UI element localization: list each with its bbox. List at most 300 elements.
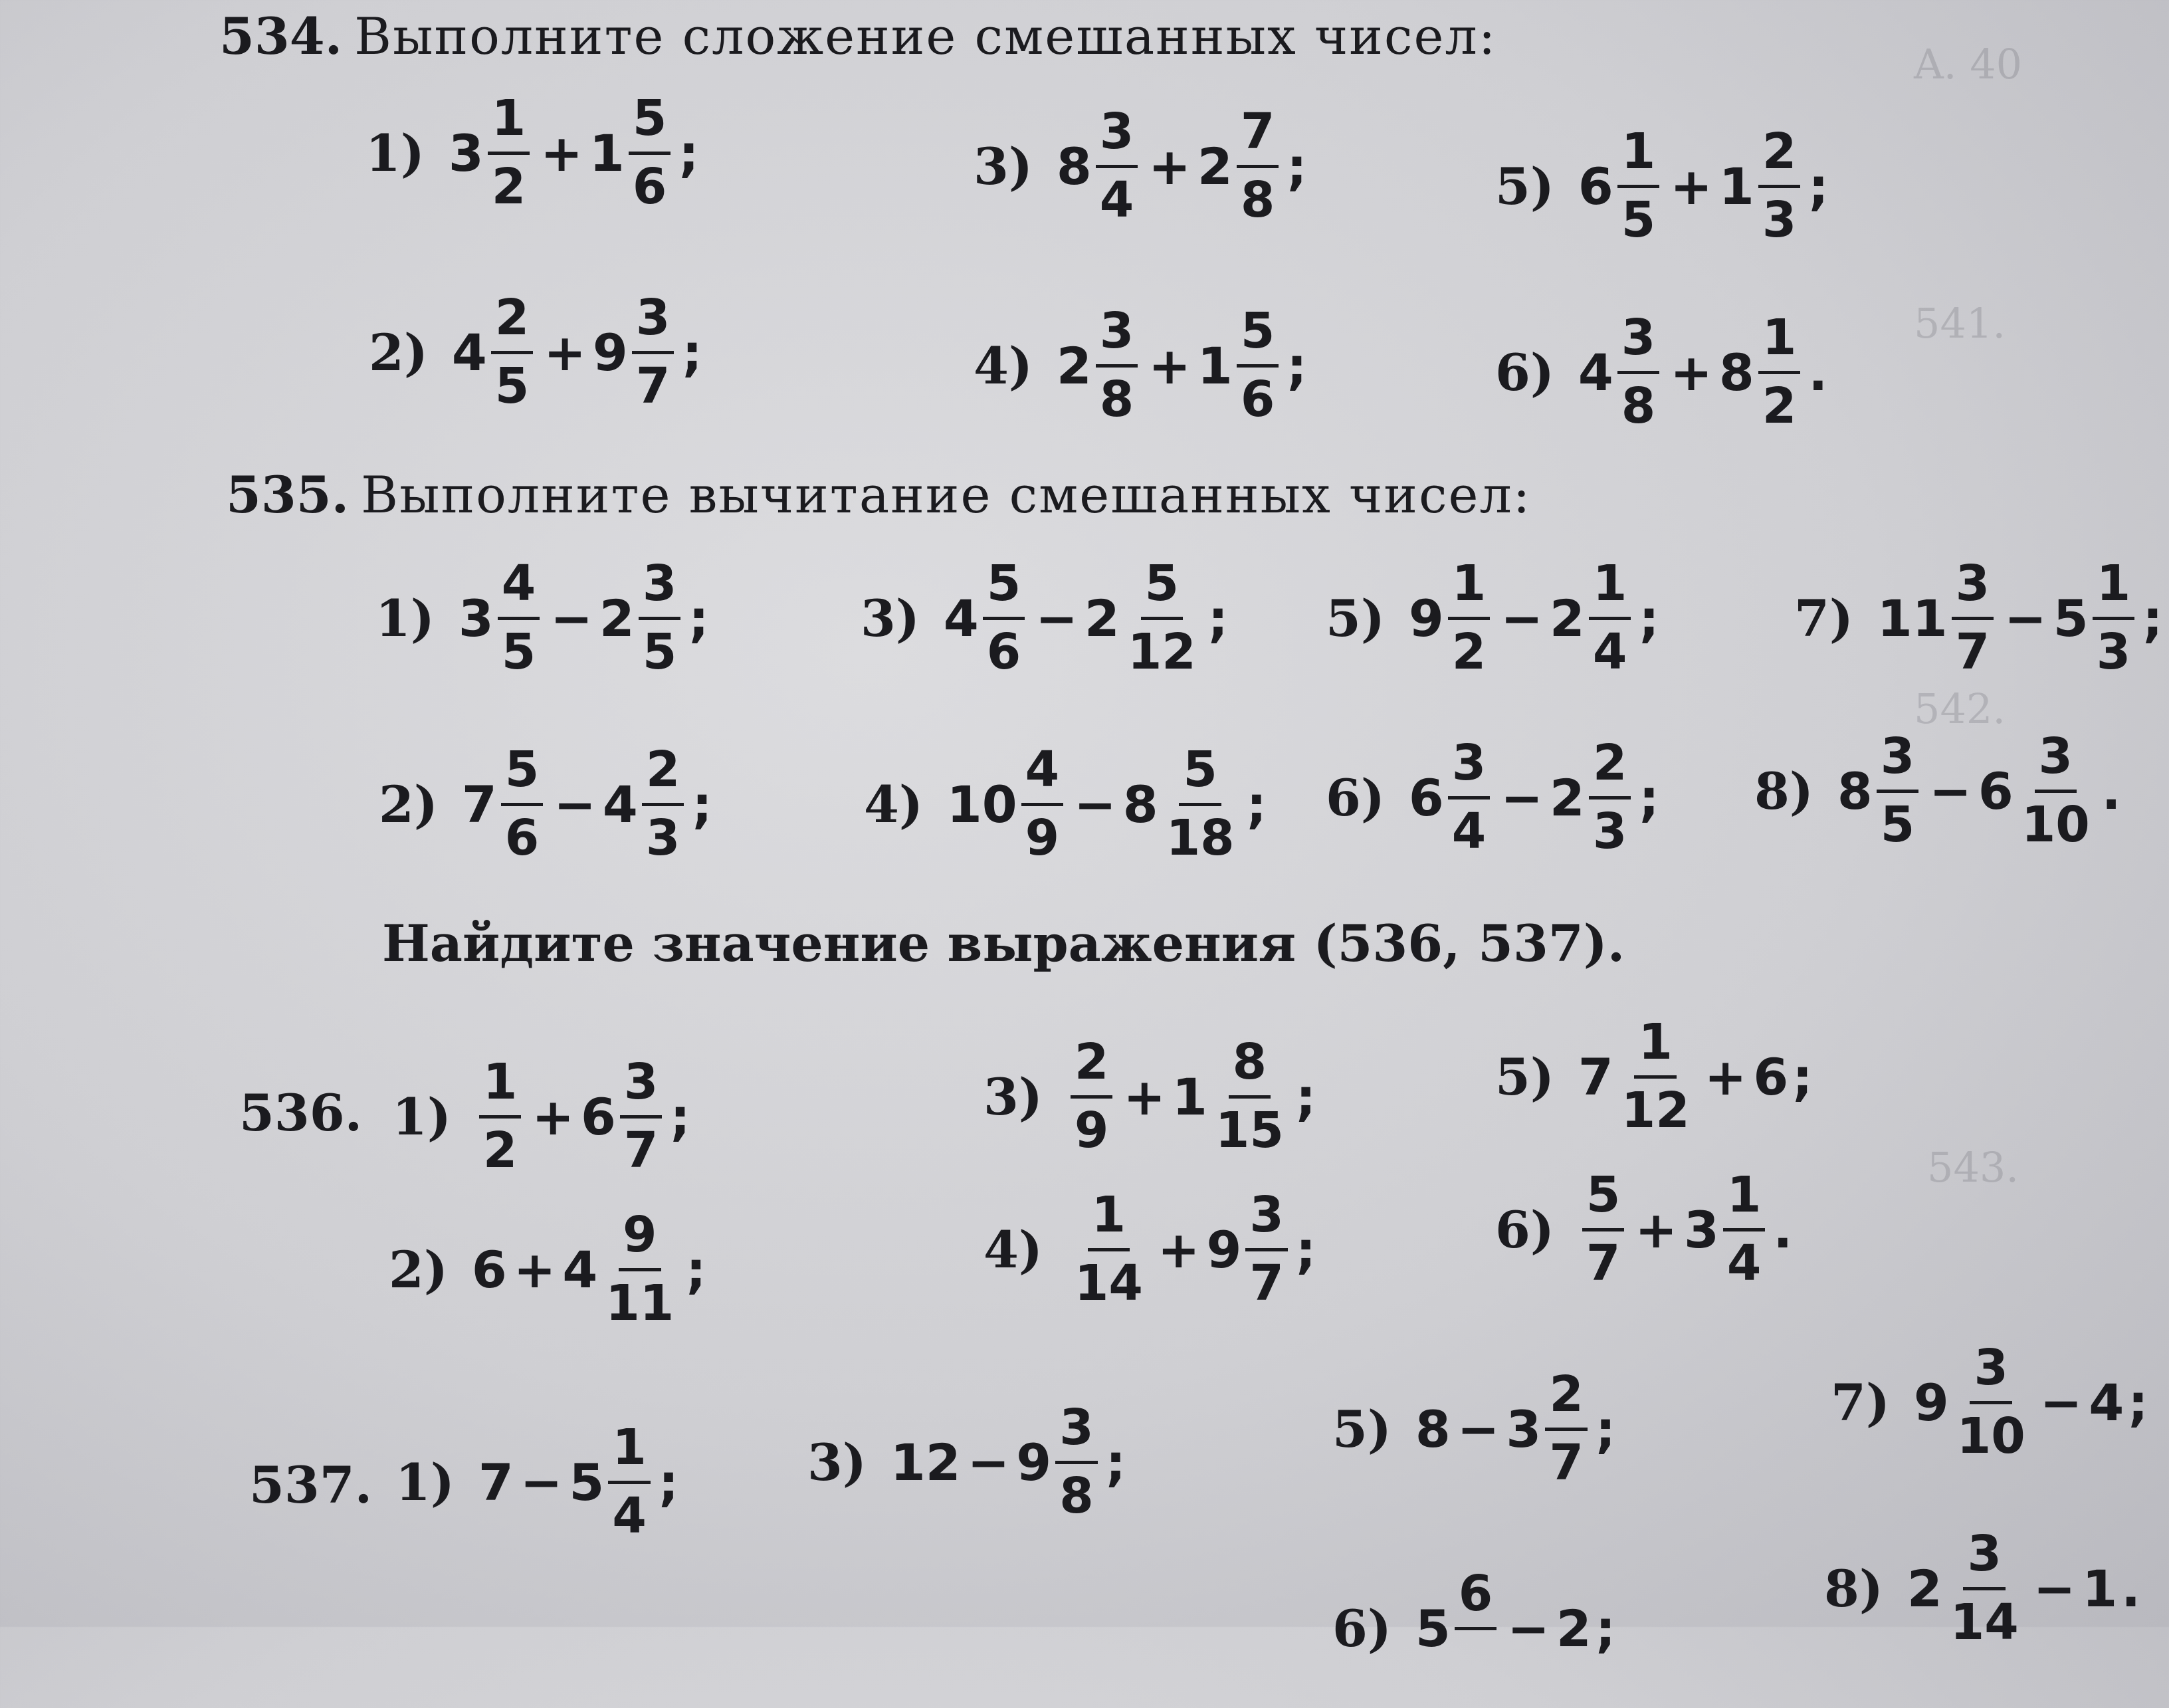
mixed-number bbox=[449, 90, 534, 215]
numerator: 3 bbox=[620, 1054, 663, 1118]
denominator: 14 bbox=[1950, 1593, 2019, 1651]
numerator: 5 bbox=[1141, 556, 1184, 619]
exercise-number: 536. bbox=[239, 1083, 363, 1142]
whole-part: 1 bbox=[1197, 336, 1233, 395]
item-label: 1) bbox=[392, 1087, 451, 1146]
denominator: 15 bbox=[1215, 1101, 1284, 1159]
whole-part: 4 bbox=[602, 774, 638, 834]
denominator: 2 bbox=[1451, 623, 1487, 681]
denominator: 3 bbox=[2096, 623, 2131, 681]
operator: − bbox=[1457, 1399, 1500, 1459]
fraction bbox=[639, 556, 681, 680]
mixed-number bbox=[1016, 1400, 1101, 1524]
operator: − bbox=[1500, 768, 1543, 827]
mixed-number bbox=[1907, 1526, 2027, 1650]
ex534-item bbox=[365, 73, 699, 233]
whole-part: 6 bbox=[1753, 1047, 1789, 1107]
whole-part: 7 bbox=[1578, 1047, 1613, 1107]
mixed-number bbox=[459, 556, 544, 680]
punctuation: ; bbox=[1287, 136, 1307, 196]
whole-part: 5 bbox=[569, 1452, 605, 1512]
fraction bbox=[2093, 556, 2135, 680]
item-label: 6) bbox=[1332, 1598, 1392, 1658]
whole-part: 5 bbox=[1415, 1598, 1451, 1658]
operator: + bbox=[1704, 1047, 1747, 1107]
denominator: 7 bbox=[1549, 1434, 1584, 1491]
item-label: 2) bbox=[369, 322, 428, 382]
mixed-number bbox=[1978, 728, 2098, 853]
denominator: 12 bbox=[1621, 1081, 1690, 1139]
denominator: 8 bbox=[1099, 370, 1134, 428]
mixed-number bbox=[1197, 303, 1283, 427]
numerator: 5 bbox=[1179, 742, 1221, 805]
denominator: 12 bbox=[1127, 623, 1196, 681]
punctuation: ; bbox=[2128, 1372, 2148, 1432]
exercise-534-heading bbox=[219, 7, 1497, 66]
section-heading bbox=[382, 914, 1625, 973]
mixed-number bbox=[1057, 303, 1142, 427]
mixed-number bbox=[1067, 1187, 1151, 1311]
ex536-item bbox=[392, 1037, 690, 1196]
numerator: 3 bbox=[1877, 728, 1919, 792]
ex536-item bbox=[983, 1017, 1316, 1176]
punctuation: . bbox=[1773, 1200, 1793, 1259]
item-label: 5) bbox=[1332, 1399, 1392, 1459]
whole-part: 9 bbox=[592, 322, 628, 382]
denominator: 4 bbox=[1726, 1234, 1762, 1292]
denominator: 4 bbox=[1099, 171, 1134, 229]
operator: − bbox=[2039, 1372, 2083, 1432]
mixed-number bbox=[472, 1240, 507, 1299]
operator: − bbox=[1507, 1598, 1550, 1658]
mixed-number bbox=[1753, 1047, 1788, 1107]
mixed-number bbox=[1057, 104, 1142, 228]
denominator: 7 bbox=[1249, 1254, 1284, 1312]
exercise-number: 537. bbox=[249, 1455, 373, 1515]
denominator: 14 bbox=[1074, 1254, 1143, 1312]
punctuation: ; bbox=[1207, 588, 1229, 648]
punctuation: ; bbox=[1639, 588, 1659, 648]
operator: − bbox=[520, 1452, 563, 1512]
item-label: 1) bbox=[375, 588, 435, 648]
denominator: 11 bbox=[605, 1274, 674, 1332]
exercise-number: 535. bbox=[226, 465, 350, 524]
mixed-number bbox=[1197, 104, 1283, 228]
punctuation: ; bbox=[1595, 1399, 1616, 1459]
exercise-title: Выполните вычитание смешанных чисел: bbox=[361, 465, 1532, 524]
denominator: 9 bbox=[1025, 809, 1060, 867]
fraction bbox=[1617, 1014, 1694, 1138]
numerator: 1 bbox=[1634, 1014, 1677, 1078]
ex537-item bbox=[1332, 1349, 1615, 1509]
fraction bbox=[491, 290, 534, 414]
numerator: 2 bbox=[1071, 1034, 1113, 1098]
denominator: 6 bbox=[504, 809, 540, 867]
fraction bbox=[601, 1207, 678, 1331]
item-label: 1) bbox=[395, 1452, 455, 1512]
section-title: Найдите значение выражения (536, 537). bbox=[382, 914, 1625, 973]
punctuation: ; bbox=[678, 123, 699, 183]
exercise-number: 534. bbox=[219, 7, 343, 66]
item-label: 5) bbox=[1495, 1047, 1554, 1107]
whole-part: 6 bbox=[1408, 768, 1444, 827]
mixed-number bbox=[1415, 1400, 1451, 1459]
item-label: 3) bbox=[983, 1067, 1043, 1126]
fraction bbox=[1162, 742, 1239, 866]
item-label: 5) bbox=[1495, 156, 1554, 216]
whole-part: 11 bbox=[1877, 588, 1948, 648]
operator: + bbox=[1148, 336, 1191, 395]
operator: + bbox=[1148, 136, 1191, 196]
numerator: 7 bbox=[1237, 104, 1279, 167]
fraction bbox=[1946, 1526, 2023, 1650]
ex537-item bbox=[807, 1382, 1126, 1542]
punctuation: . bbox=[2121, 1558, 2141, 1618]
whole-part: 5 bbox=[2053, 588, 2089, 648]
punctuation: ; bbox=[1287, 336, 1307, 395]
ex536-item bbox=[983, 1170, 1316, 1329]
denominator: 5 bbox=[494, 357, 530, 415]
whole-part: 8 bbox=[1415, 1399, 1451, 1459]
whole-part: 2 bbox=[1084, 588, 1120, 648]
numerator: 3 bbox=[1617, 310, 1660, 374]
mixed-number bbox=[1719, 310, 1804, 434]
bleed-through-text: 542. bbox=[1914, 685, 2006, 733]
fraction bbox=[1245, 1187, 1288, 1311]
punctuation: ; bbox=[1105, 1432, 1126, 1492]
denominator: 8 bbox=[1240, 171, 1275, 229]
fraction bbox=[1589, 735, 1631, 859]
numerator: 1 bbox=[479, 1054, 522, 1118]
ex534-item bbox=[369, 272, 702, 432]
whole-part: 3 bbox=[458, 588, 494, 648]
whole-part: 6 bbox=[581, 1087, 616, 1146]
whole-part: 9 bbox=[1408, 588, 1444, 648]
numerator: 1 bbox=[488, 90, 530, 154]
mixed-number bbox=[890, 1433, 961, 1492]
mixed-number bbox=[1409, 735, 1494, 859]
item-label: 6) bbox=[1326, 768, 1385, 827]
denominator: 5 bbox=[642, 623, 677, 681]
operator: − bbox=[1074, 774, 1116, 834]
mixed-number bbox=[1914, 1340, 2033, 1464]
mixed-number bbox=[462, 742, 547, 866]
mixed-number bbox=[2089, 1373, 2124, 1432]
operator: − bbox=[2033, 1558, 2076, 1618]
numerator: 8 bbox=[1229, 1034, 1271, 1098]
whole-part: 9 bbox=[1016, 1432, 1052, 1492]
punctuation: ; bbox=[692, 774, 712, 834]
item-label: 4) bbox=[864, 774, 923, 834]
denominator: 5 bbox=[1880, 796, 1915, 853]
exercise-535-heading bbox=[226, 465, 1531, 524]
ex535-item bbox=[861, 538, 1228, 698]
whole-part: 6 bbox=[1978, 761, 2014, 821]
punctuation: ; bbox=[1295, 1067, 1316, 1126]
denominator bbox=[1463, 1630, 1489, 1691]
fraction bbox=[1953, 1340, 2029, 1464]
denominator: 7 bbox=[623, 1121, 659, 1179]
numerator: 3 bbox=[1970, 1340, 2012, 1404]
exercise-536-number bbox=[239, 1083, 374, 1142]
whole-part: 9 bbox=[1913, 1372, 1949, 1432]
item-label: 6) bbox=[1495, 1200, 1554, 1259]
whole-part: 2 bbox=[1197, 136, 1233, 196]
mixed-number bbox=[1506, 1366, 1591, 1491]
whole-part: 7 bbox=[478, 1452, 514, 1512]
punctuation: ; bbox=[1639, 768, 1659, 827]
whole-part: 4 bbox=[562, 1239, 598, 1299]
bleed-through-text: 541. bbox=[1914, 299, 2006, 348]
numerator: 3 bbox=[1448, 735, 1491, 799]
mixed-number bbox=[1578, 124, 1663, 248]
fraction bbox=[1055, 1400, 1098, 1524]
fraction bbox=[1723, 1167, 1766, 1291]
fraction bbox=[479, 1054, 522, 1178]
numerator: 1 bbox=[1723, 1167, 1766, 1231]
whole-part: 1 bbox=[589, 123, 625, 183]
numerator: 5 bbox=[501, 742, 544, 805]
ex534-item bbox=[1495, 106, 1829, 266]
operator: − bbox=[967, 1432, 1010, 1492]
punctuation: ; bbox=[1246, 774, 1267, 834]
item-label: 3) bbox=[861, 588, 920, 648]
ex535-item bbox=[379, 724, 712, 884]
whole-part: 2 bbox=[1556, 1598, 1592, 1658]
numerator: 1 bbox=[1448, 556, 1491, 619]
operator: + bbox=[513, 1239, 556, 1299]
fraction bbox=[1582, 1167, 1625, 1291]
whole-part: 2 bbox=[1549, 768, 1585, 827]
ex535-item bbox=[1326, 538, 1659, 698]
ex535-item bbox=[1326, 718, 1659, 877]
denominator: 3 bbox=[645, 809, 680, 867]
denominator: 10 bbox=[2021, 796, 2090, 853]
numerator: 6 bbox=[1455, 1566, 1497, 1630]
item-label: 4) bbox=[974, 336, 1033, 395]
whole-part: 8 bbox=[1122, 774, 1158, 834]
mixed-number bbox=[2053, 556, 2138, 680]
ex537-item bbox=[395, 1402, 678, 1562]
numerator: 3 bbox=[1055, 1400, 1098, 1463]
numerator: 4 bbox=[1021, 742, 1064, 805]
bleed-through-text: 543. bbox=[1927, 1143, 2019, 1192]
whole-part: 12 bbox=[890, 1432, 961, 1492]
mixed-number bbox=[1578, 310, 1663, 434]
fraction bbox=[2017, 728, 2094, 853]
mixed-number bbox=[1719, 124, 1804, 248]
whole-part: 4 bbox=[943, 588, 979, 648]
mixed-number bbox=[562, 1207, 682, 1331]
ex535-item bbox=[1794, 538, 2163, 698]
denominator: 4 bbox=[1451, 802, 1487, 860]
mixed-number bbox=[2082, 1559, 2117, 1618]
whole-part: 4 bbox=[451, 322, 487, 382]
whole-part: 4 bbox=[1578, 342, 1613, 402]
whole-part: 2 bbox=[1056, 336, 1092, 395]
denominator: 2 bbox=[482, 1121, 518, 1179]
numerator: 5 bbox=[1582, 1167, 1625, 1231]
fraction bbox=[629, 90, 671, 215]
operator: + bbox=[1157, 1220, 1200, 1279]
numerator: 5 bbox=[1237, 303, 1279, 367]
numerator: 2 bbox=[491, 290, 534, 354]
fraction bbox=[488, 90, 530, 215]
mixed-number bbox=[1684, 1167, 1769, 1291]
numerator: 3 bbox=[1952, 556, 1994, 619]
item-label: 7) bbox=[1794, 588, 1853, 648]
mixed-number bbox=[947, 742, 1067, 866]
fraction bbox=[1237, 303, 1279, 427]
ex537-item bbox=[1332, 1548, 1615, 1708]
operator: + bbox=[1635, 1200, 1678, 1259]
fraction bbox=[1237, 104, 1279, 228]
mixed-number bbox=[1172, 1034, 1292, 1158]
mixed-number bbox=[1550, 735, 1635, 859]
punctuation: ; bbox=[670, 1087, 690, 1146]
denominator: 6 bbox=[632, 158, 667, 215]
ex534-item bbox=[974, 286, 1307, 445]
denominator: 8 bbox=[1621, 377, 1656, 435]
operator: − bbox=[1035, 588, 1078, 648]
mixed-number bbox=[1084, 556, 1204, 680]
numerator: 2 bbox=[1589, 735, 1631, 799]
bleed-through-text: A. 40 bbox=[1914, 40, 2023, 88]
denominator: 7 bbox=[1955, 623, 1990, 681]
operator: + bbox=[540, 123, 583, 183]
fraction bbox=[498, 556, 540, 680]
exercise-537-number bbox=[249, 1455, 384, 1515]
mixed-number bbox=[1556, 1599, 1592, 1658]
ex536-item bbox=[389, 1190, 706, 1349]
item-label: 3) bbox=[974, 136, 1033, 196]
item-label: 5) bbox=[1326, 588, 1385, 648]
whole-part: 10 bbox=[946, 774, 1017, 834]
mixed-number bbox=[1837, 728, 1922, 853]
mixed-number bbox=[581, 1054, 666, 1178]
mixed-number bbox=[603, 742, 688, 866]
fraction bbox=[1448, 735, 1491, 859]
fraction bbox=[608, 1420, 651, 1544]
numerator: 1 bbox=[1088, 1187, 1130, 1251]
operator: − bbox=[550, 588, 593, 648]
punctuation: ; bbox=[1295, 1220, 1316, 1279]
denominator: 9 bbox=[1074, 1101, 1109, 1159]
whole-part: 2 bbox=[1549, 588, 1585, 648]
numerator: 3 bbox=[1096, 303, 1138, 367]
fraction bbox=[1071, 1034, 1113, 1158]
punctuation: ; bbox=[1595, 1598, 1616, 1658]
numerator: 2 bbox=[1545, 1366, 1588, 1430]
numerator: 5 bbox=[983, 556, 1025, 619]
fraction bbox=[1211, 1034, 1288, 1158]
ex535-item bbox=[375, 538, 709, 698]
operator: − bbox=[1500, 588, 1543, 648]
mixed-number bbox=[1067, 1034, 1117, 1158]
mixed-number bbox=[1207, 1187, 1292, 1311]
mixed-number bbox=[944, 556, 1029, 680]
mixed-number bbox=[1409, 556, 1494, 680]
whole-part: 8 bbox=[1718, 342, 1754, 402]
denominator: 7 bbox=[635, 357, 671, 415]
denominator: 5 bbox=[501, 623, 536, 681]
numerator: 3 bbox=[632, 290, 674, 354]
numerator: 1 bbox=[2093, 556, 2135, 619]
mixed-number bbox=[1123, 742, 1243, 866]
fraction bbox=[632, 290, 674, 414]
whole-part: 1 bbox=[2082, 1558, 2118, 1618]
fraction bbox=[642, 742, 684, 866]
ex535-item bbox=[864, 724, 1267, 884]
numerator: 3 bbox=[1963, 1526, 2006, 1590]
operator: + bbox=[532, 1087, 575, 1146]
fraction bbox=[501, 742, 544, 866]
mixed-number bbox=[1877, 556, 1998, 680]
ex537-item bbox=[1831, 1323, 2148, 1482]
operator: − bbox=[2004, 588, 2047, 648]
fraction bbox=[1096, 104, 1138, 228]
fraction bbox=[983, 556, 1025, 680]
numerator: 2 bbox=[1758, 124, 1801, 187]
punctuation: ; bbox=[1792, 1047, 1813, 1107]
item-label: 2) bbox=[389, 1239, 448, 1299]
denominator: 10 bbox=[1956, 1407, 2025, 1465]
numerator: 4 bbox=[498, 556, 540, 619]
mixed-number bbox=[1578, 1167, 1629, 1291]
fraction bbox=[1124, 556, 1200, 680]
item-label: 4) bbox=[983, 1220, 1043, 1279]
operator: − bbox=[554, 774, 596, 834]
ex536-item bbox=[1495, 1150, 1792, 1309]
whole-part: 2 bbox=[1907, 1558, 1942, 1618]
fraction bbox=[1617, 310, 1660, 434]
operator: + bbox=[544, 322, 586, 382]
denominator: 18 bbox=[1166, 809, 1235, 867]
punctuation: ; bbox=[1808, 156, 1829, 216]
punctuation: ; bbox=[682, 322, 702, 382]
mixed-number bbox=[1578, 1014, 1698, 1138]
ex536-item bbox=[1495, 997, 1813, 1156]
fraction bbox=[1455, 1566, 1497, 1690]
fraction bbox=[1758, 124, 1801, 248]
item-label: 6) bbox=[1495, 342, 1554, 402]
whole-part: 6 bbox=[471, 1239, 507, 1299]
whole-part: 9 bbox=[1206, 1220, 1242, 1279]
whole-part: 3 bbox=[448, 123, 484, 183]
mixed-number bbox=[589, 90, 674, 215]
mixed-number bbox=[569, 1420, 654, 1544]
fraction bbox=[1758, 310, 1801, 434]
numerator: 3 bbox=[2035, 728, 2077, 792]
item-label: 1) bbox=[365, 123, 425, 183]
fraction bbox=[1021, 742, 1064, 866]
denominator: 6 bbox=[1240, 370, 1275, 428]
denominator: 7 bbox=[1586, 1234, 1621, 1292]
ex537-item bbox=[1824, 1509, 2140, 1668]
denominator: 6 bbox=[986, 623, 1021, 681]
operator: + bbox=[1123, 1067, 1166, 1126]
exercise-title: Выполните сложение смешанных чисел: bbox=[354, 7, 1497, 66]
numerator: 1 bbox=[1617, 124, 1660, 187]
denominator: 5 bbox=[1621, 191, 1656, 249]
mixed-number bbox=[1550, 556, 1635, 680]
whole-part: 4 bbox=[2089, 1372, 2124, 1432]
punctuation: . bbox=[1808, 342, 1828, 402]
whole-part: 8 bbox=[1837, 761, 1873, 821]
denominator: 4 bbox=[1592, 623, 1627, 681]
numerator: 3 bbox=[1096, 104, 1138, 167]
punctuation: ; bbox=[688, 588, 709, 648]
